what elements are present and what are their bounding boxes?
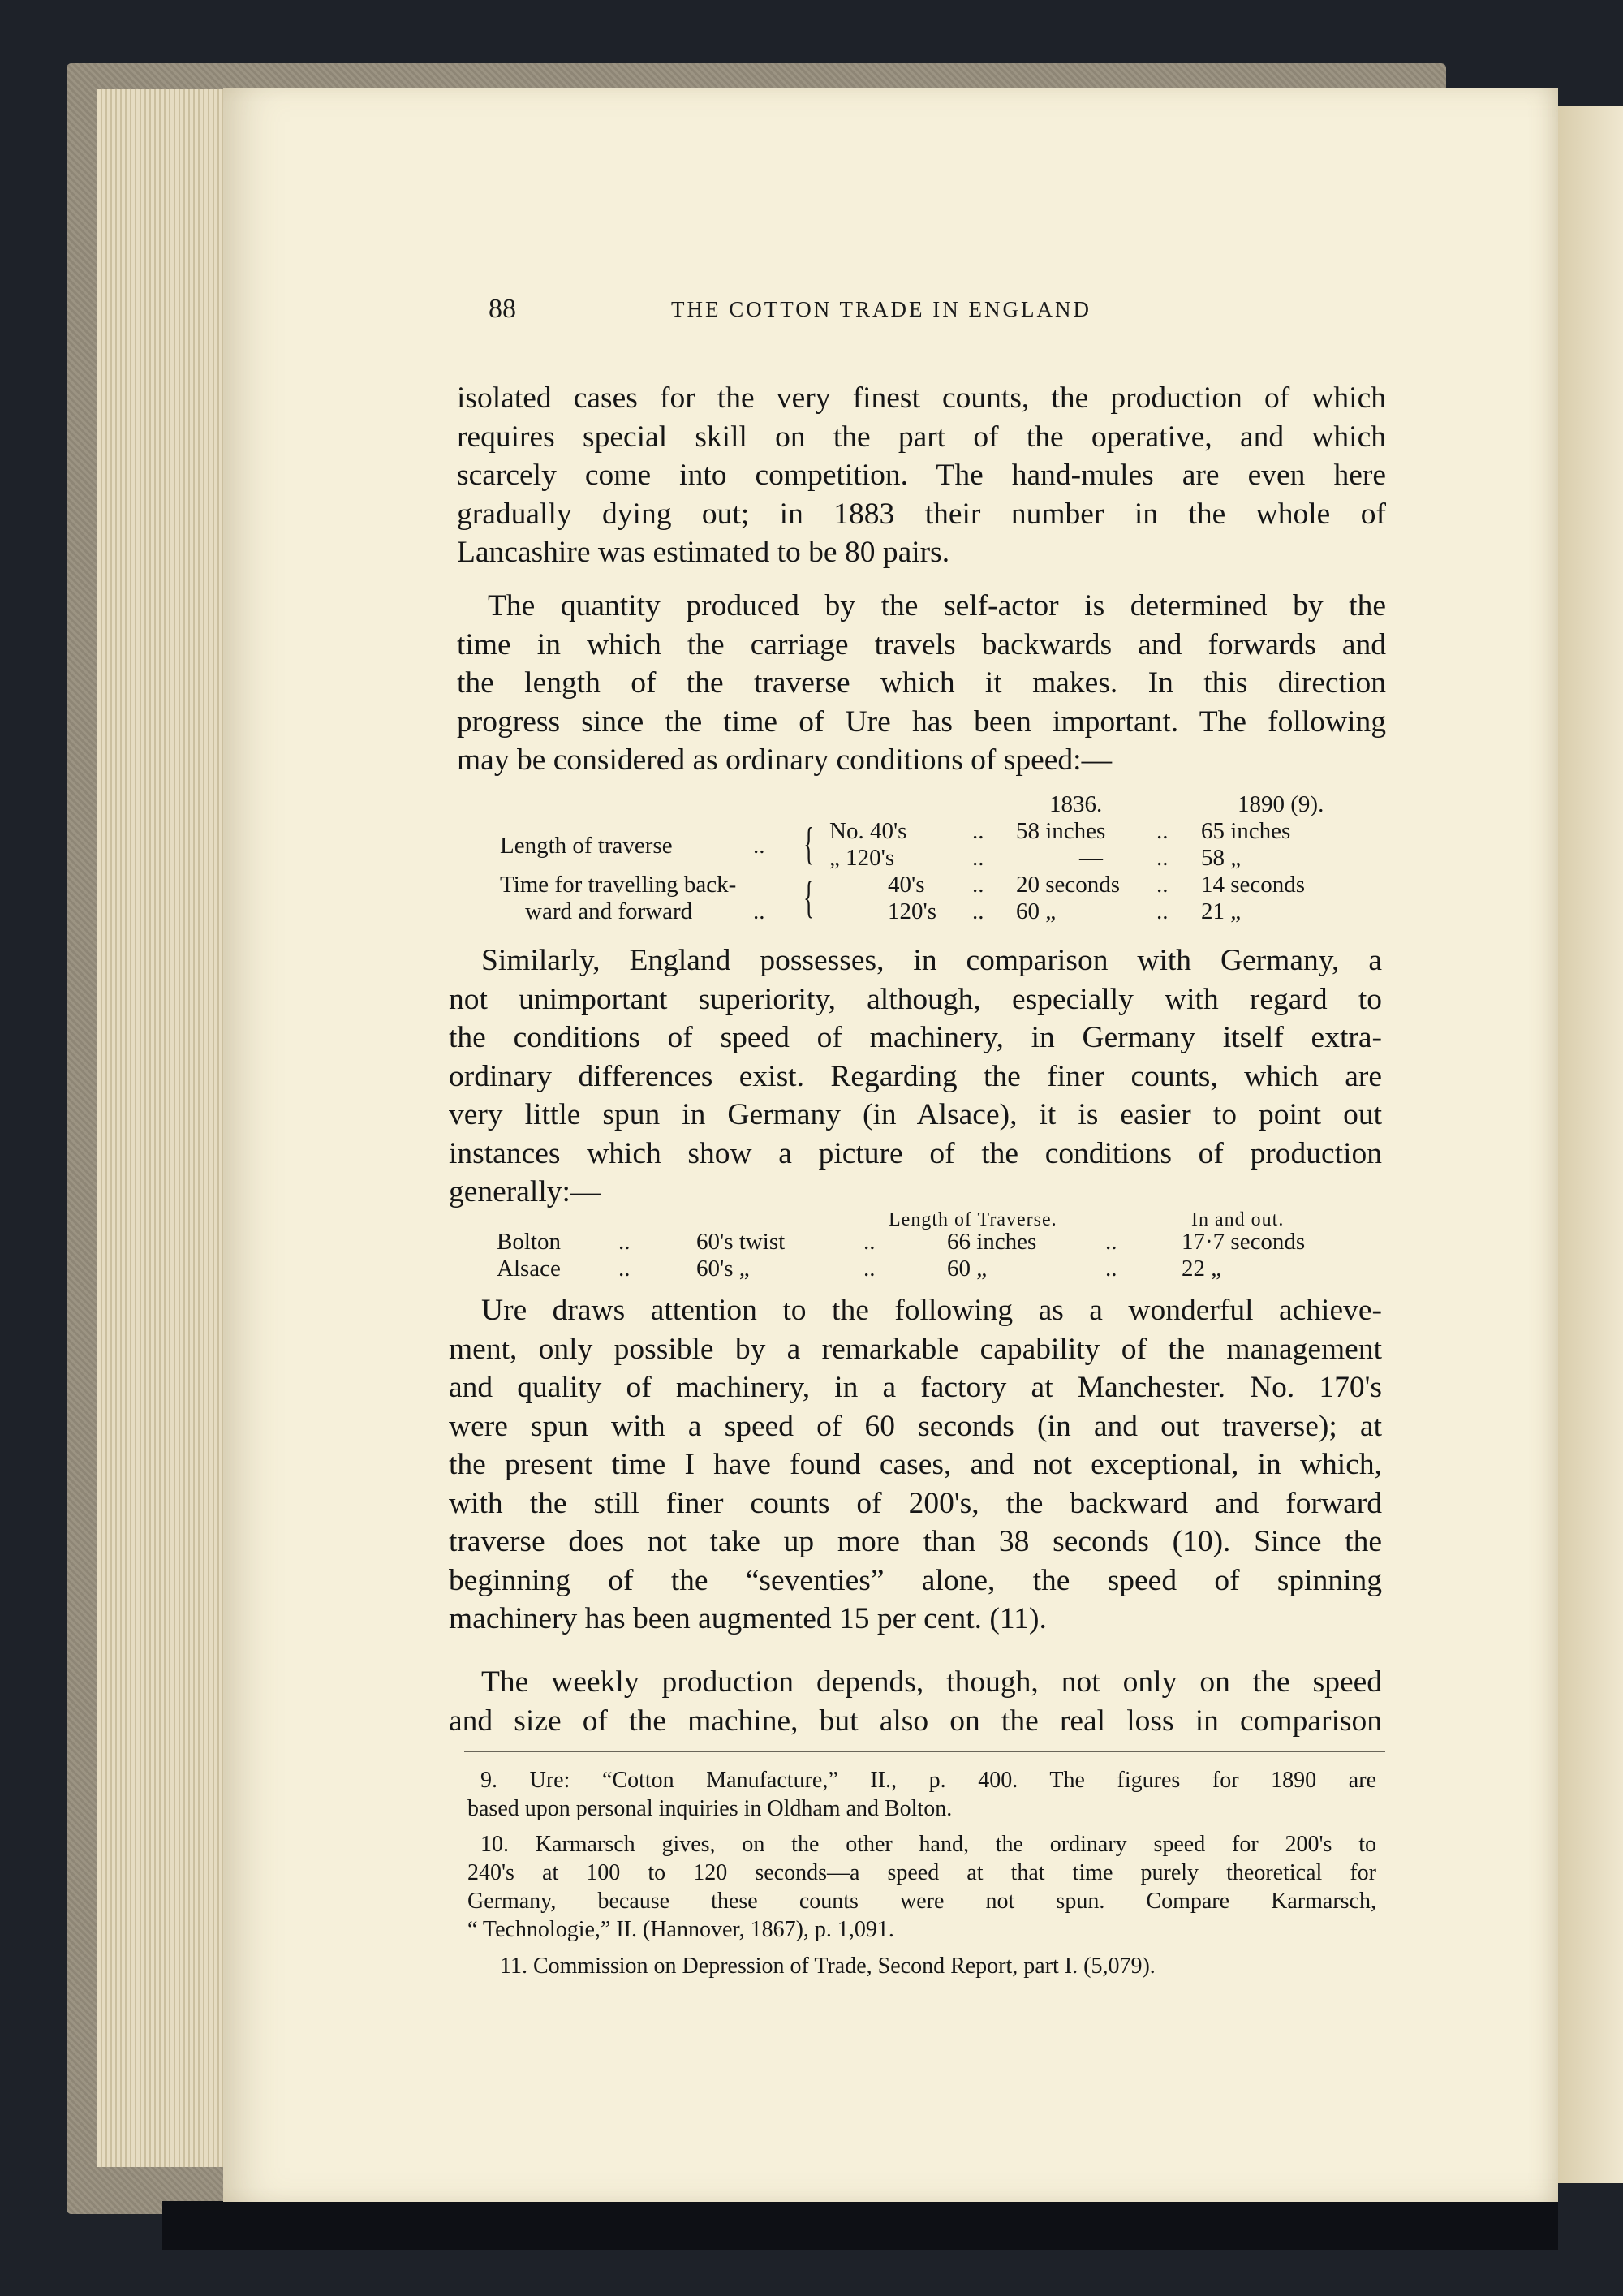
text-line: progress since the time of Ure has been important. The following bbox=[457, 704, 1386, 739]
text-line: may be considered as ordinary conditions of speed:— bbox=[457, 743, 1113, 777]
table-cell-1836: 58 inches bbox=[1016, 818, 1106, 844]
text-line: ment, only possible by a remarkable capability of the management bbox=[449, 1332, 1382, 1366]
table-cell-length: 60 „ bbox=[947, 1256, 988, 1282]
text-line: instances which show a picture of the conditions of production bbox=[449, 1136, 1382, 1170]
table-cell-count: „ 120's bbox=[829, 845, 895, 871]
leader-dots: .. bbox=[972, 845, 984, 871]
leader-dots: .. bbox=[618, 1256, 631, 1282]
leader-dots: .. bbox=[618, 1229, 631, 1255]
bottom-shadow bbox=[162, 2201, 1558, 2250]
text-line: gradually dying out; in 1883 their number in the whole of bbox=[457, 497, 1386, 531]
row-label-time-travelling-cont: ward and forward bbox=[525, 898, 693, 924]
text-line: isolated cases for the very finest counts, the production of which bbox=[457, 381, 1386, 415]
table-cell-time: 22 „ bbox=[1182, 1256, 1222, 1282]
leader-dots: .. bbox=[1156, 818, 1169, 844]
footnote-line: “ Technologie,” II. (Hannover, 1867), p. 1,091. bbox=[467, 1917, 894, 1942]
table-cell-count: No. 40's bbox=[829, 818, 907, 844]
leader-dots: .. bbox=[1156, 872, 1169, 898]
text-line: and quality of machinery, in a factory at Manchester. No. 170's bbox=[449, 1371, 1382, 1404]
text-line: scarcely come into competition. The hand-mules are even here bbox=[457, 459, 1386, 492]
table-cell-count: 40's bbox=[888, 872, 925, 898]
text-line: with the still finer counts of 200's, the backward and forward bbox=[449, 1486, 1382, 1520]
paragraph-5 bbox=[449, 1663, 1382, 1740]
paragraph-2 bbox=[457, 587, 1386, 780]
table-cell-count: 120's bbox=[888, 898, 937, 924]
table-cell-count: 60's „ bbox=[696, 1256, 750, 1282]
footnote-line: 9. Ure: “Cotton Manufacture,” II., p. 400. The figures for 1890 are bbox=[480, 1768, 1376, 1793]
text-line: the conditions of speed of machinery, in Germany itself extra- bbox=[449, 1021, 1382, 1054]
leader-dots: .. bbox=[972, 818, 984, 844]
text-line: requires special skill on the part of the operative, and which bbox=[457, 420, 1386, 454]
footnote-line: 240's at 100 to 120 seconds—a speed at that time purely theoretical for bbox=[467, 1860, 1376, 1885]
table-cell-length: 66 inches bbox=[947, 1229, 1037, 1255]
footnote-rule bbox=[464, 1751, 1385, 1752]
text-line: the present time I have found cases, and not exceptional, in which, bbox=[449, 1448, 1382, 1481]
row-label-length-of-traverse: Length of traverse bbox=[500, 833, 673, 859]
text-line: beginning of the “seventies” alone, the speed of spinning bbox=[449, 1563, 1382, 1597]
text-line: Similarly, England possesses, in comparison with Germany, a bbox=[481, 944, 1382, 977]
text-line: were spun with a speed of 60 seconds (in and out traverse); at bbox=[449, 1409, 1382, 1443]
running-title: THE COTTON TRADE IN ENGLAND bbox=[671, 297, 1091, 321]
text-line: traverse does not take up more than 38 seconds (10). Since the bbox=[449, 1525, 1382, 1558]
text-line: not unimportant superiority, although, especially with regard to bbox=[449, 982, 1382, 1016]
footnote-line: 11. Commission on Depression of Trade, Second Report, part I. (5,079). bbox=[500, 1954, 1156, 1979]
text-line: The weekly production depends, though, not only on the speed bbox=[481, 1665, 1382, 1699]
table-cell-1836: — bbox=[1079, 845, 1103, 871]
text-line: ordinary differences exist. Regarding the finer counts, which are bbox=[449, 1059, 1382, 1093]
column-header-1836: 1836. bbox=[1049, 791, 1103, 817]
table-cell-1890: 14 seconds bbox=[1201, 872, 1306, 898]
table-cell-1890: 65 inches bbox=[1201, 818, 1291, 844]
leader-dots: .. bbox=[1105, 1229, 1117, 1255]
leader-dots: .. bbox=[1156, 898, 1169, 924]
text-line: and size of the machine, but also on the real loss in comparison bbox=[449, 1704, 1382, 1738]
table-cell-1836: 20 seconds bbox=[1016, 872, 1121, 898]
page-number: 88 bbox=[489, 294, 516, 324]
text-line: generally:— bbox=[449, 1175, 601, 1208]
row-label-time-travelling: Time for travelling back- bbox=[500, 872, 737, 898]
table-cell-count: 60's twist bbox=[696, 1229, 786, 1255]
brace: { bbox=[803, 872, 815, 923]
brace: { bbox=[803, 819, 815, 869]
table-cell-time: 17·7 seconds bbox=[1182, 1229, 1306, 1255]
leader-dots: .. bbox=[1105, 1256, 1117, 1282]
paragraph-3 bbox=[449, 941, 1382, 1212]
text-line: Lancashire was estimated to be 80 pairs. bbox=[457, 536, 950, 569]
leader-dots: .. bbox=[1156, 845, 1169, 871]
text-line: the length of the traverse which it makes. In this direction bbox=[457, 666, 1386, 700]
column-header-1890: 1890 (9). bbox=[1238, 791, 1324, 817]
column-header-in-out: In and out. bbox=[1191, 1209, 1285, 1230]
footnote-line: 10. Karmarsch gives, on the other hand, the ordinary speed for 200's to bbox=[480, 1832, 1376, 1857]
footnote-line: based upon personal inquiries in Oldham and Bolton. bbox=[467, 1796, 953, 1821]
table-cell-1836: 60 „ bbox=[1016, 898, 1057, 924]
paragraph-4 bbox=[449, 1291, 1382, 1639]
running-head bbox=[489, 294, 1300, 334]
facing-page-edge bbox=[1558, 106, 1623, 2183]
text-line: very little spun in Germany (in Alsace), it is easier to point out bbox=[449, 1098, 1382, 1131]
text-line: Ure draws attention to the following as a wonderful achieve- bbox=[481, 1294, 1382, 1327]
leader-dots: .. bbox=[863, 1256, 876, 1282]
table-cell-place: Alsace bbox=[497, 1256, 561, 1282]
table-cell-place: Bolton bbox=[497, 1229, 561, 1255]
footnote-9 bbox=[467, 1766, 1376, 1823]
footnote-11 bbox=[467, 1952, 1376, 1980]
column-header-length: Length of Traverse. bbox=[889, 1209, 1057, 1230]
leader-dots: .. bbox=[753, 898, 765, 924]
text-line: The quantity produced by the self-actor is determined by the bbox=[488, 589, 1386, 622]
leader-dots: .. bbox=[972, 898, 984, 924]
footnote-line: Germany, because these counts were not spun. Compare Karmarsch, bbox=[467, 1889, 1376, 1914]
table-cell-1890: 21 „ bbox=[1201, 898, 1242, 924]
leader-dots: .. bbox=[863, 1229, 876, 1255]
text-line: time in which the carriage travels backwards and forwards and bbox=[457, 627, 1386, 661]
table-cell-1890: 58 „ bbox=[1201, 845, 1242, 871]
text-line: machinery has been augmented 15 per cent. (11). bbox=[449, 1602, 1047, 1635]
leader-dots: .. bbox=[972, 872, 984, 898]
leader-dots: .. bbox=[753, 833, 765, 859]
page-edges bbox=[97, 89, 227, 2167]
footnote-10 bbox=[467, 1830, 1376, 1944]
paragraph-1 bbox=[457, 379, 1386, 572]
